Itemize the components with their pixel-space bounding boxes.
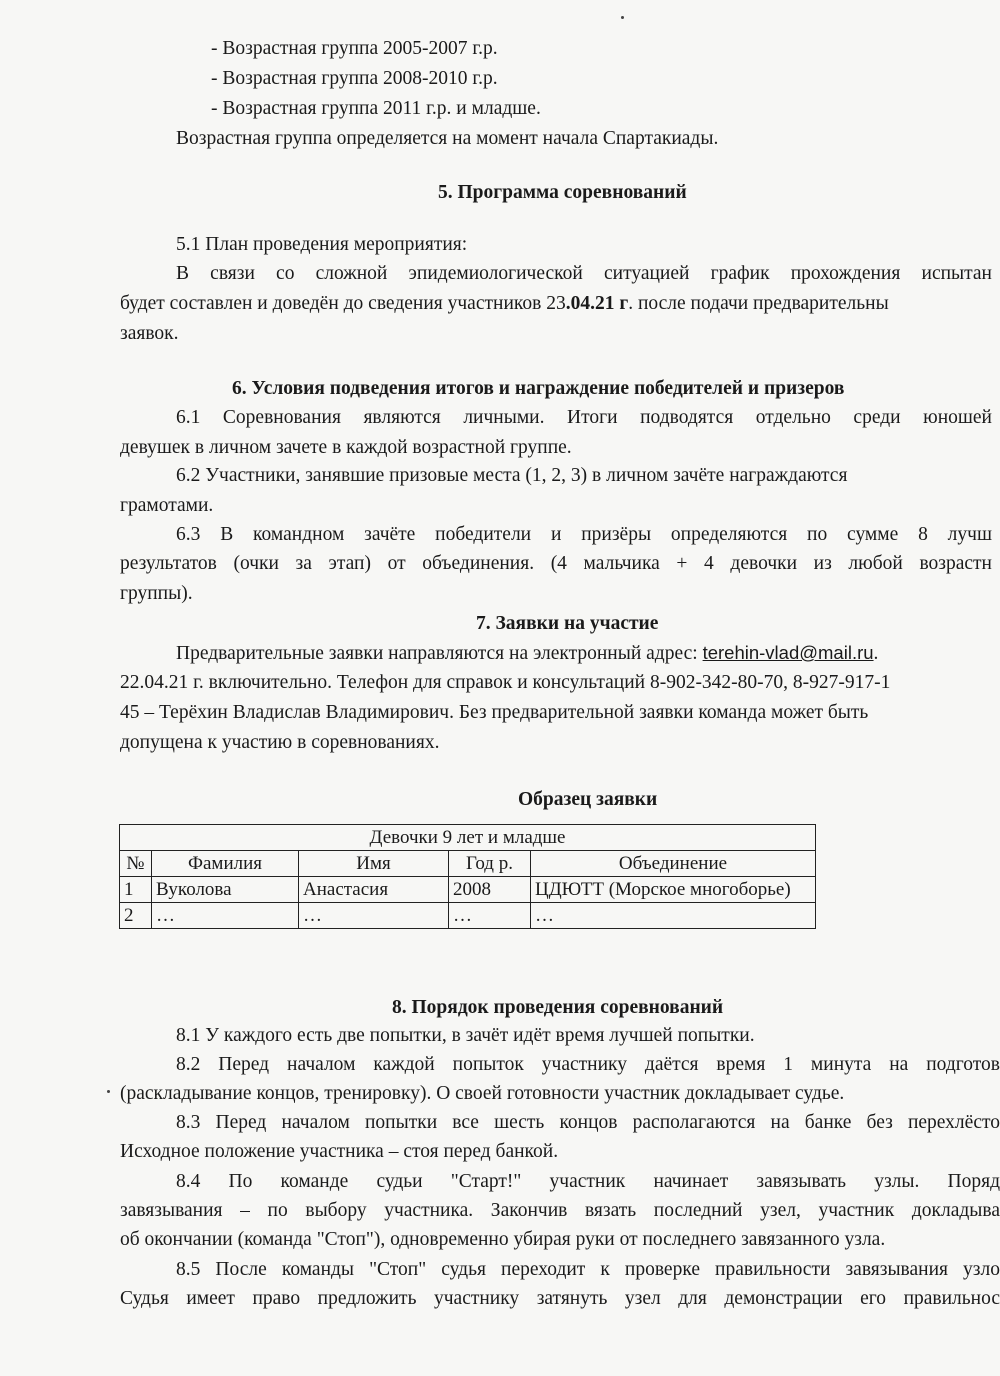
- s8-paragraph-line: 8.3 Перед началом попытки все шесть концов располагаются на банке без перехлёсто: [176, 1112, 1000, 1133]
- table-header-row: [120, 851, 816, 877]
- table-row: [120, 877, 816, 903]
- s6-paragraph-line: группы).: [120, 583, 193, 604]
- age-group-item: - Возрастная группа 2008-2010 г.р.: [211, 68, 498, 89]
- scan-mark: [621, 16, 624, 19]
- section-6-heading: 6. Условия подведения итогов и награждение победителей и призеров: [232, 378, 845, 399]
- sample-table: [119, 824, 816, 929]
- section-5-heading: 5. Программа соревнований: [438, 182, 687, 203]
- scan-mark: [107, 1090, 110, 1093]
- table-cell: Анастасия: [299, 877, 449, 903]
- s7-paragraph-line: 22.04.21 г. включительно. Телефон для справок и консультаций 8-902-342-80-70, 8-927-917-1: [120, 672, 891, 693]
- s5-text: . после подачи предварительны: [628, 293, 889, 314]
- table-cell: 1: [120, 877, 152, 903]
- s7-paragraph-line: [176, 641, 878, 666]
- s8-paragraph-line: 8.1 У каждого есть две попытки, в зачёт идёт время лучшей попытки.: [176, 1025, 755, 1046]
- s6-paragraph-line: 6.2 Участники, занявшие призовые места (1, 2, 3) в личном зачёте награждаются: [176, 465, 848, 486]
- section-8-heading: 8. Порядок проведения соревнований: [392, 997, 724, 1018]
- column-header: Фамилия: [152, 851, 299, 877]
- s5-paragraph-1: 5.1 План проведения мероприятия:: [176, 234, 468, 255]
- table-caption-row: [120, 825, 816, 851]
- table-cell: …: [449, 903, 531, 929]
- table-cell: 2: [120, 903, 152, 929]
- s6-paragraph-line: грамотами.: [120, 495, 214, 516]
- s8-paragraph-line: 8.2 Перед началом каждой попыток участнику даётся время 1 минута на подготов: [176, 1054, 1000, 1075]
- column-header: Год р.: [449, 851, 531, 877]
- s5-paragraph-2-line: В связи со сложной эпидемиологической ситуацией график прохождения испытан: [176, 263, 992, 284]
- s6-paragraph-line: результатов (очки за этап) от объединения. (4 мальчика + 4 девочки из любой возрастн: [120, 553, 992, 574]
- s5-paragraph-2-line: [120, 292, 889, 316]
- s7-paragraph-line: 45 – Терёхин Владислав Владимирович. Без предварительной заявки команда может быть: [120, 702, 869, 723]
- table-cell: ЦДЮТТ (Морское многоборье): [531, 877, 816, 903]
- age-group-item: - Возрастная группа 2005-2007 г.р.: [211, 38, 498, 59]
- sample-title: Образец заявки: [518, 789, 658, 810]
- s6-paragraph-line: 6.1 Соревнования являются личными. Итоги подводятся отдельно среди юношей: [176, 407, 992, 428]
- table-cell: …: [299, 903, 449, 929]
- s5-paragraph-2-line: заявок.: [120, 323, 179, 344]
- s5-text: будет составлен и доведён до сведения участников 23: [120, 293, 566, 314]
- email-link[interactable]: terehin-vlad@mail.ru: [702, 642, 874, 663]
- section-7-heading: 7. Заявки на участие: [476, 613, 659, 634]
- age-group-note: Возрастная группа определяется на момент начала Спартакиады.: [176, 128, 719, 149]
- s5-date: .04.21 г: [565, 293, 629, 314]
- s8-paragraph-line: Исходное положение участника – стоя перед банкой.: [120, 1141, 559, 1162]
- column-header: №: [120, 851, 152, 877]
- s8-paragraph-line: 8.5 После команды "Стоп" судья переходит к проверке правильности завязывания узло: [176, 1259, 1000, 1280]
- s6-paragraph-line: 6.3 В командном зачёте победители и призёры определяются по сумме 8 лучш: [176, 524, 992, 545]
- column-header: Объединение: [531, 851, 816, 877]
- age-group-item: - Возрастная группа 2011 г.р. и младше.: [211, 98, 541, 119]
- table-cell: …: [531, 903, 816, 929]
- s8-paragraph-line: Судья имеет право предложить участнику затянуть узел для демонстрации его правильнос: [120, 1288, 1000, 1309]
- s8-paragraph-line: об окончании (команда "Стоп"), одновременно убирая руки от последнего завязанного узла.: [120, 1229, 886, 1250]
- table-cell: 2008: [449, 877, 531, 903]
- s6-paragraph-line: девушек в личном зачете в каждой возрастной группе.: [120, 437, 572, 458]
- table-row: [120, 903, 816, 929]
- s8-paragraph-line: 8.4 По команде судьи "Старт!" участник начинает завязывать узлы. Поряд: [176, 1171, 1000, 1192]
- s8-paragraph-line: (раскладывание концов, тренировку). О своей готовности участник докладывает судье.: [120, 1083, 845, 1104]
- s7-text: Предварительные заявки направляются на электронный адрес:: [176, 643, 703, 664]
- table-cell: Вуколова: [152, 877, 299, 903]
- table-cell: …: [152, 903, 299, 929]
- column-header: Имя: [299, 851, 449, 877]
- s7-paragraph-line: допущена к участию в соревнованиях.: [120, 732, 440, 753]
- s8-paragraph-line: завязывания – по выбору участника. Закончив вязать последний узел, участник докладыва: [120, 1200, 1000, 1221]
- table-caption: Девочки 9 лет и младше: [120, 825, 816, 851]
- s7-text: .: [873, 643, 879, 664]
